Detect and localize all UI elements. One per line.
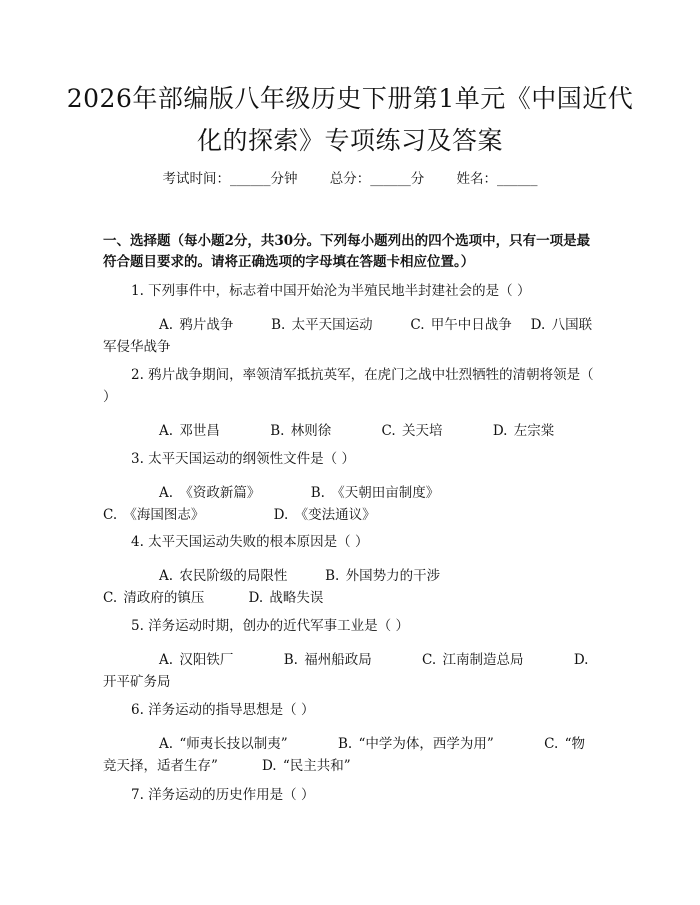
question-options xyxy=(103,649,597,693)
option-c: C. 甲午中日战争 xyxy=(410,317,512,333)
option-c: C. 关天培 xyxy=(381,423,443,439)
question xyxy=(103,531,597,609)
option-a: A. “师夷长技以制夷” xyxy=(159,736,288,752)
question-stem: 3. 太平天国运动的纲领性文件是（ ） xyxy=(131,451,355,467)
question xyxy=(103,280,597,358)
option-b: B. 《天朝田亩制度》 xyxy=(310,485,440,501)
option-a: A. 鸦片战争 xyxy=(159,317,234,333)
option-b: B. 外国势力的干涉 xyxy=(325,568,441,584)
question-options xyxy=(103,482,597,526)
option-b: B. 福州船政局 xyxy=(283,652,372,668)
question xyxy=(103,699,597,777)
question-options xyxy=(103,314,597,358)
question-stem: 4. 太平天国运动失败的根本原因是（ ） xyxy=(131,534,369,550)
option-b: B. 太平天国运动 xyxy=(271,317,373,333)
option-d: D. 开平矿务局 xyxy=(103,652,589,690)
question-stem: 2. 鸦片战争期间，率领清军抵抗英军，在虎门之战中壮烈牺牲的清朝将领是（ ） xyxy=(103,367,594,405)
option-c: C. 清政府的镇压 xyxy=(103,590,205,606)
exam-score: 总分：______分 xyxy=(329,171,425,187)
question-options xyxy=(103,565,597,609)
option-c: C. “物竞天择，适者生存” xyxy=(103,736,585,774)
question xyxy=(103,364,597,442)
option-a: A. 汉阳铁厂 xyxy=(159,652,234,668)
option-a: A. 农民阶级的局限性 xyxy=(159,568,288,584)
option-c: C. 江南制造总局 xyxy=(422,652,524,668)
option-d: D. 战略失误 xyxy=(248,590,324,606)
question-stem: 7. 洋务运动的历史作用是（ ） xyxy=(131,787,315,803)
exam-name: 姓名：______ xyxy=(456,171,538,187)
option-c: C. 《海国图志》 xyxy=(103,507,205,523)
option-b: B. 林则徐 xyxy=(270,423,332,439)
question xyxy=(103,784,597,806)
option-d: D. “民主共和” xyxy=(261,758,351,774)
page-title: 2026年部编版八年级历史下册第1单元《中国近代化的探索》专项练习及答案 xyxy=(66,84,634,155)
option-a: A. 《资政新篇》 xyxy=(159,485,261,501)
question-stem: 5. 洋务运动时期，创办的近代军事工业是（ ） xyxy=(131,618,409,634)
question xyxy=(103,448,597,526)
question xyxy=(103,615,597,693)
option-d: D. 《变法通议》 xyxy=(273,507,376,523)
option-a: A. 邓世昌 xyxy=(159,423,220,439)
question-stem: 1. 下列事件中，标志着中国开始沦为半殖民地半封建社会的是（ ） xyxy=(131,283,531,299)
exam-meta xyxy=(0,169,700,189)
option-b: B. “中学为体，西学为用” xyxy=(337,736,494,752)
section-heading: 一、选择题（每小题2分，共30分。下列每小题列出的四个选项中，只有一项是最符合题目要求的。请将正确选项的字母填在答题卡相应位置。） xyxy=(103,233,591,270)
exam-time: 考试时间：______分钟 xyxy=(162,171,298,187)
question-options xyxy=(103,733,597,777)
question-stem: 6. 洋务运动的指导思想是（ ） xyxy=(131,702,315,718)
question-options xyxy=(103,420,597,442)
option-d: D. 左宗棠 xyxy=(492,423,555,439)
option-d: D. 八国联军侵华战争 xyxy=(103,317,593,355)
